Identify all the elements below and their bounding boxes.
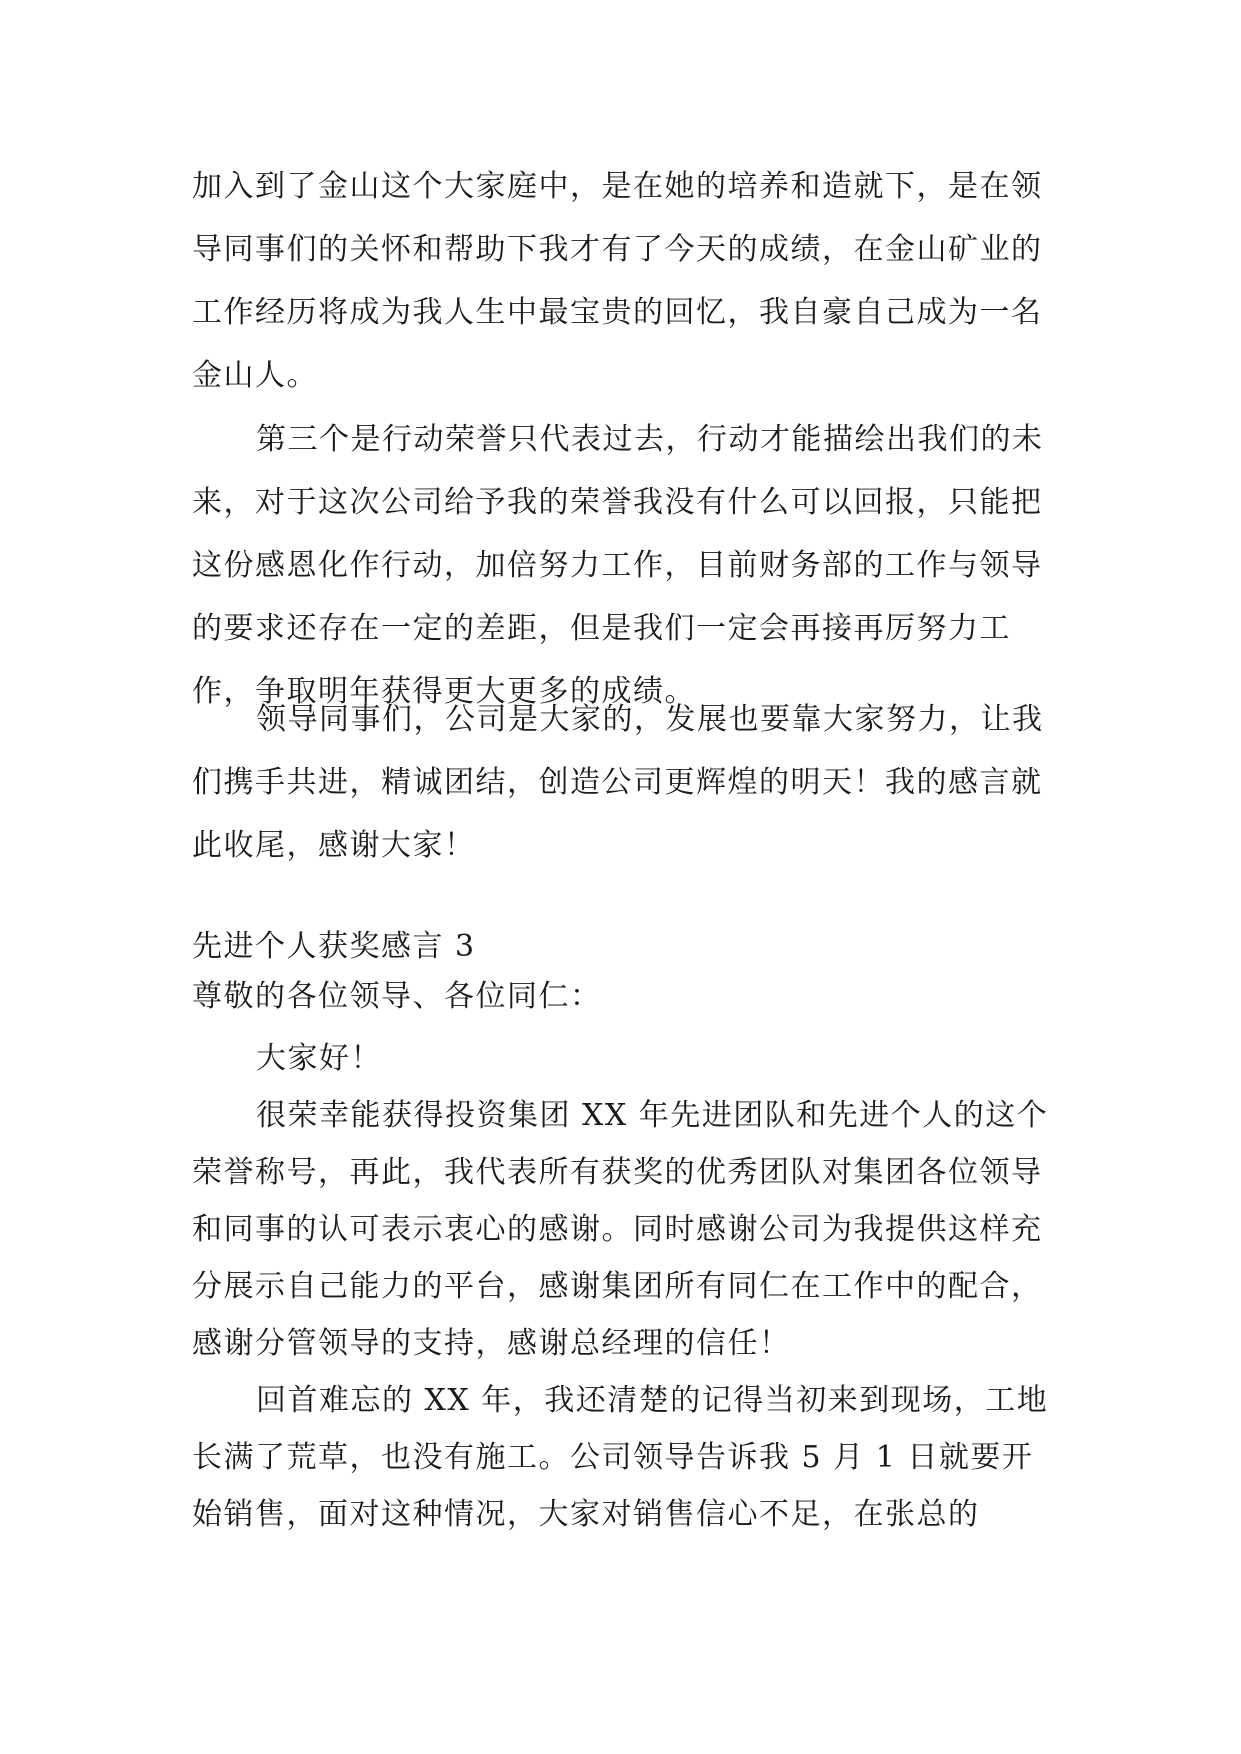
greeting: 大家好！ <box>256 1041 382 1076</box>
paragraph-action-honor: 第三个是行动荣誉只代表过去，行动才能描绘出我们的未来，对于这次公司给予我的荣誉我没有什么可以回报，只能把这份感恩化作行动，加倍努力工作，目前财务部的工作与领导的要求还存在一定的差距，但是我们一定会再接再厉努力工作，争取明年获得更大更多的成绩。 <box>192 422 1044 709</box>
body-section-4 <box>192 1030 1052 1543</box>
paragraph-honor-thanks: 很荣幸能获得投资集团 XX 年先进团队和先进个人的这个荣誉称号，再此，我代表所有获奖的优秀团队对集团各位领导和同事的认可表示衷心的感谢。同时感谢公司为我提供这样充分展示自己能力的平台，感谢集团所有同仁在工作中的配合，感谢分管领导的支持，感谢总经理的信任！ <box>192 1098 1049 1361</box>
body-section-2 <box>192 408 1052 723</box>
paragraph-looking-back: 回首难忘的 XX 年，我还清楚的记得当初来到现场，工地长满了荒草，也没有施工。公司领导告诉我 5 月 1 日就要开始销售，面对这种情况，大家对销售信心不足，在张总的 <box>192 1383 1049 1532</box>
body-section-3 <box>192 688 1052 877</box>
speech-header <box>192 922 1052 1022</box>
body-section-1 <box>192 155 1052 407</box>
paragraph-closing-thanks: 领导同事们，公司是大家的，发展也要靠大家努力，让我们携手共进，精诚团结，创造公司更辉煌的明天！我的感言就此收尾，感谢大家！ <box>192 702 1044 863</box>
paragraph-jinshan-family: 加入到了金山这个大家庭中，是在她的培养和造就下，是在领导同事们的关怀和帮助下我才有了今天的成绩，在金山矿业的工作经历将成为我人生中最宝贵的回忆，我自豪自己成为一名金山人。 <box>192 169 1043 393</box>
section-title: 先进个人获奖感言 3 <box>192 929 476 964</box>
salutation: 尊敬的各位领导、各位同仁： <box>192 979 602 1014</box>
